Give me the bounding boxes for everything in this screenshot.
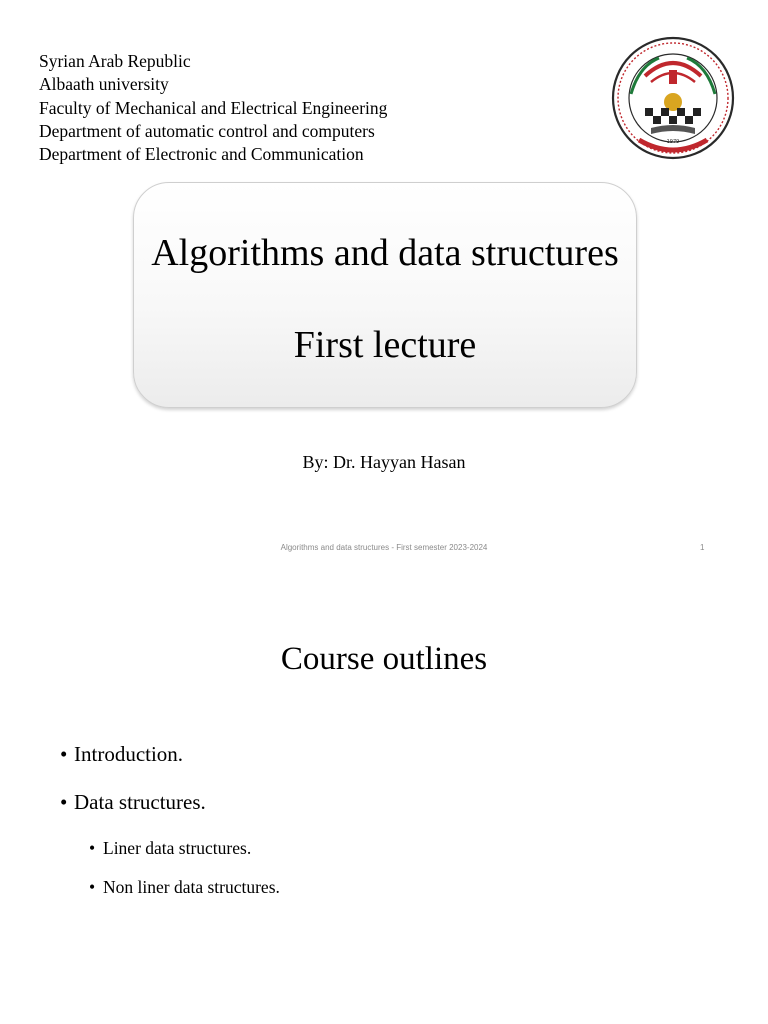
bullet-icon: • [89,838,96,858]
outline-title: Course outlines [280,641,488,677]
list-item-text: Liner data structures. [103,838,252,858]
lecture-title: Algorithms and data structures [151,232,619,274]
lecture-subtitle: First lecture [293,324,477,366]
header-line-country: Syrian Arab Republic [39,51,191,71]
bullet-icon: • [60,742,68,766]
header-line-faculty: Faculty of Mechanical and Electrical Engineering [39,97,388,118]
list-item [60,838,280,877]
slide-2 [0,568,768,1024]
header-line-department-2: Department of Electronic and Communication [39,144,364,165]
outline-list [60,742,280,916]
author-byline: By: Dr. Hayyan Hasan [302,452,466,472]
seal-year: 1979 [666,139,680,145]
page-number: 1 [700,543,705,552]
bullet-icon: • [89,877,96,897]
list-item-text: Non liner data structures. [103,877,280,897]
bullet-icon: • [60,790,68,814]
list-item-text: Data structures. [74,790,206,814]
list-item-text: Introduction. [74,742,184,766]
header-line-university: Albaath university [39,74,169,95]
university-seal-icon [611,36,735,160]
slide-footer: Algorithms and data structures - First semester 2023-2024 [280,543,488,552]
list-item [60,790,280,838]
list-item [60,742,280,790]
list-item [60,877,280,916]
institution-header [39,50,387,166]
title-box [133,182,637,408]
header-line-department-1: Department of automatic control and computers [39,120,375,141]
